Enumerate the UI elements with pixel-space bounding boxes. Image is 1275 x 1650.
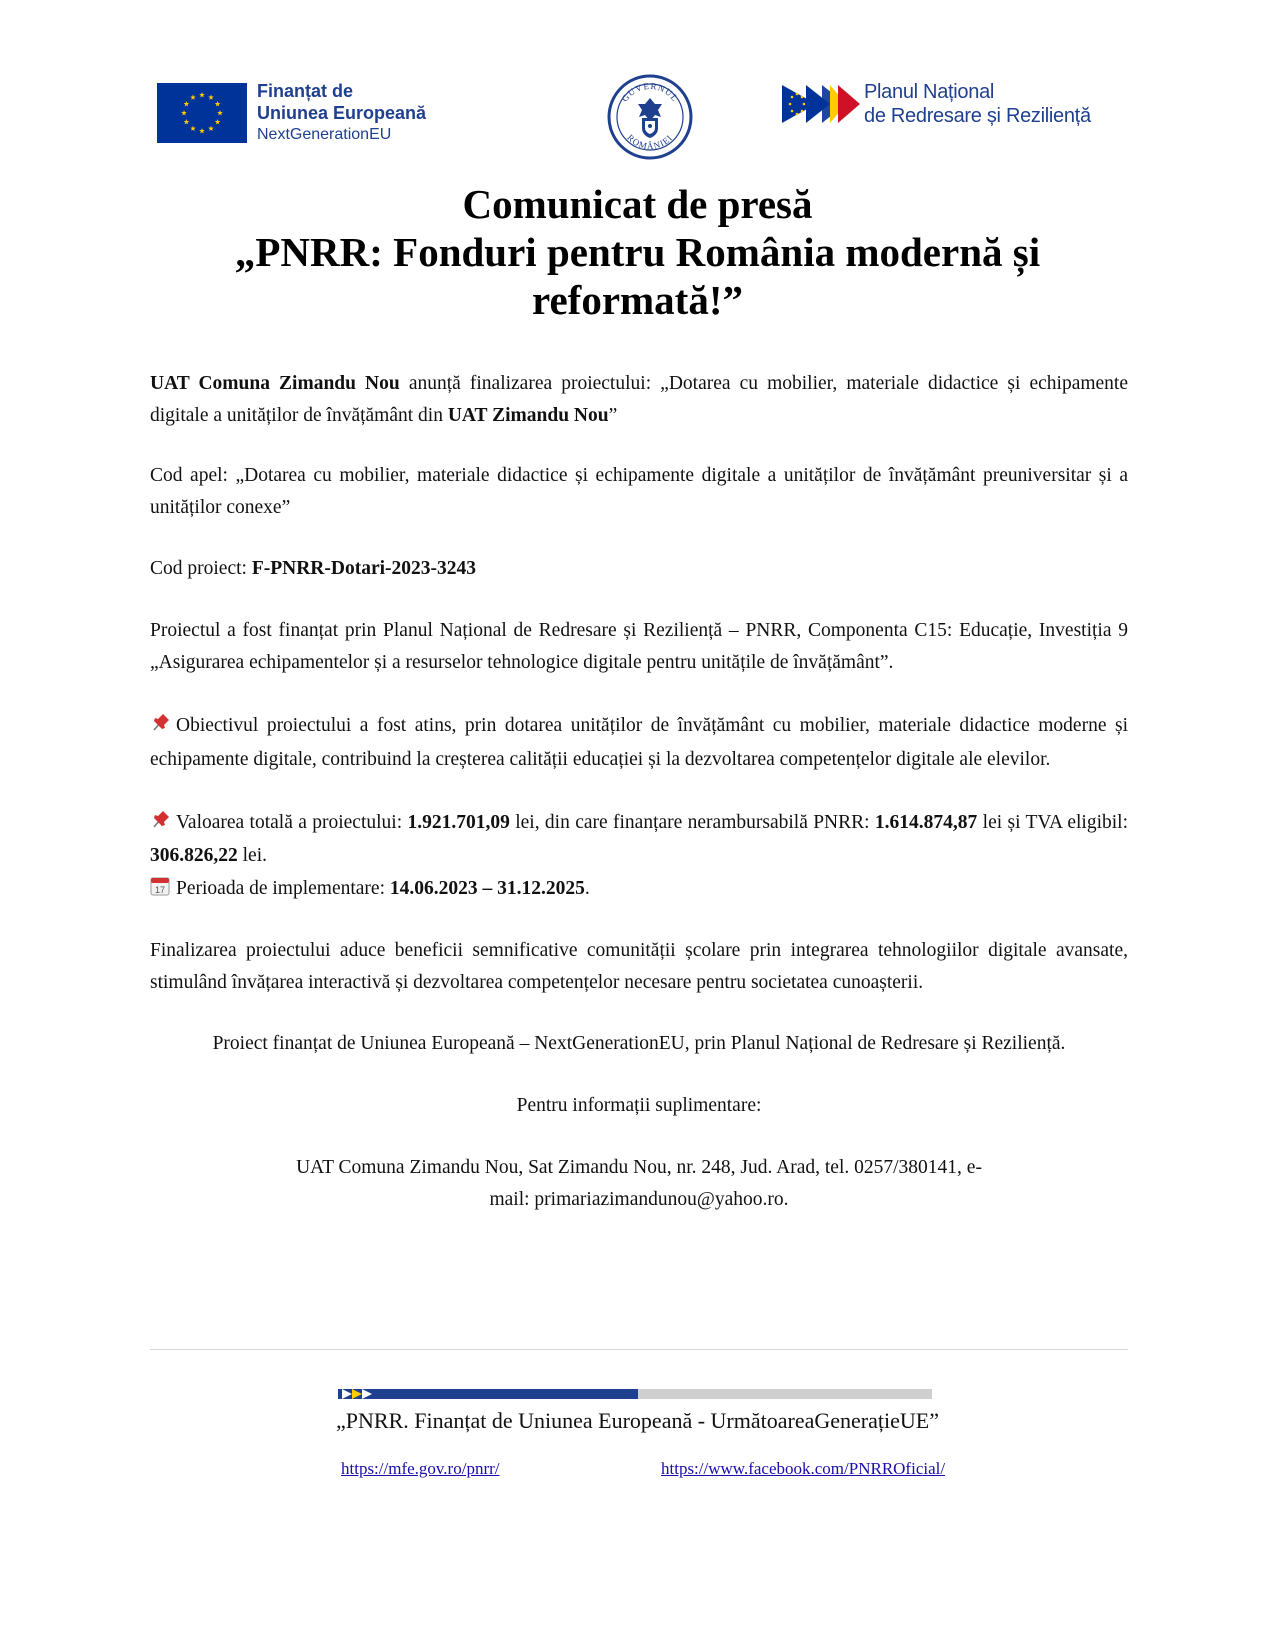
government-seal-icon [607, 74, 693, 160]
cod-proiect-paragraph [150, 553, 1128, 585]
finantare-paragraph [150, 615, 1128, 679]
footer-divider [150, 1349, 1128, 1350]
contact-line1: UAT Comuna Zimandu Nou, Sat Zimandu Nou, nr. 248, Jud. Arad, tel. 0257/380141, e- [296, 1157, 982, 1178]
eu-logo-line3: NextGenerationEU [257, 126, 392, 143]
eu-flag-icon [157, 83, 247, 143]
seal-top-text: GUVERNUL [619, 80, 681, 104]
cod-proiect-label: Cod proiect: [150, 558, 252, 579]
title-line3: reformată!” [532, 277, 743, 323]
svg-text:17: 17 [154, 885, 166, 895]
obiectiv-text: Obiectivul proiectului a fost atins, prin dotarea unităților de învățământ cu mobilier, materiale didactice moderne și echipamente digitale, contribuind la creșterea calității educației și la dezvoltarea competențelor digitale ale elevilor. [150, 715, 1128, 770]
perioada-end: . [584, 878, 590, 899]
pnrr-logo [782, 80, 1091, 128]
valoare-t2: lei, din care finanțare nerambursabilă PNRR: [509, 812, 875, 833]
intro-paragraph [150, 368, 1128, 432]
pnrr-arrows-icon [782, 81, 862, 127]
contact-paragraph [150, 1152, 1128, 1216]
pushpin-icon [150, 810, 170, 830]
valoare-tva: 306.826,22 [150, 845, 238, 866]
valoare-paragraph [150, 806, 1128, 905]
intro-end: ” [608, 405, 618, 426]
pnrr-website-link[interactable]: https://mfe.gov.ro/pnrr/ [341, 1459, 500, 1478]
eu-logo-line2: Uniunea Europeană [257, 103, 427, 123]
beneficii-paragraph [150, 935, 1128, 999]
pnrr-facebook-link[interactable]: https://www.facebook.com/PNRROficial/ [661, 1459, 946, 1478]
intro-bold-uat2: UAT Zimandu Nou [447, 405, 609, 426]
pushpin-icon [150, 713, 170, 733]
finantare-text: Proiectul a fost finanțat prin Planul Național de Redresare și Reziliență – PNRR, Componenta C15: Educație, Investiția 9 „Asigurarea echipamentelor și a resurselor tehnologice digitale pentru unitățile de învățământ”. [150, 620, 1128, 673]
perioada-label: Perioada de implementare: [176, 878, 390, 899]
valoare-t4: lei. [237, 845, 267, 866]
pnrr-logo-line2: de Redresare și Reziliență [864, 105, 1091, 127]
seal-bottom-text: ROMÂNIEI [625, 132, 675, 152]
intro-bold-uat: UAT Comuna Zimandu Nou [150, 373, 400, 394]
eu-logo-line1: Finanțat de [257, 81, 354, 101]
calendar-icon [150, 876, 170, 896]
valoare-t3: lei și TVA eligibil: [977, 812, 1128, 833]
pnrr-footer-bar-icon [338, 1389, 932, 1399]
perioada-value: 14.06.2023 – 31.12.2025 [389, 878, 585, 899]
title-line2: „PNRR: Fonduri pentru România modernă și [234, 229, 1041, 275]
eu-funding-logo [157, 80, 426, 146]
pnrr-logo-line1: Planul Național [864, 81, 995, 103]
obiectiv-paragraph [150, 709, 1128, 777]
info-label-text: Pentru informații suplimentare: [516, 1095, 762, 1116]
contact-line2: mail: primariazimandunou@yahoo.ro. [489, 1189, 789, 1210]
intro-text: anunță finalizarea proiectului: „Dotarea cu mobilier, materiale didactice și echipamente digitale a unităților de învățământ din [150, 373, 1128, 426]
proiect-finantat-text: Proiect finanțat de Uniunea Europeană – NextGenerationEU, prin Planul Național de Redresare și Reziliență. [212, 1033, 1066, 1054]
cod-apel-text: Cod apel: „Dotarea cu mobilier, materiale didactice și echipamente digitale a unităților de învățământ preuniversitar și a unităților conexe” [150, 465, 1128, 518]
cod-proiect-value: F-PNRR-Dotari-2023-3243 [251, 558, 477, 579]
proiect-finantat-paragraph [150, 1028, 1128, 1060]
info-label-paragraph [150, 1090, 1128, 1122]
header-logos [0, 74, 1275, 158]
cod-apel-paragraph [150, 460, 1128, 524]
valoare-nerambursabil: 1.614.874,87 [874, 812, 978, 833]
title-line1: Comunicat de presă [462, 181, 813, 227]
beneficii-text: Finalizarea proiectului aduce beneficii semnificative comunității școlare prin integrarea tehnologiilor digitale avansate, stimulând învățarea interactivă și dezvoltarea competențelor necesare pentru societatea cunoașterii. [150, 940, 1128, 993]
valoare-total: 1.921.701,09 [407, 812, 510, 833]
valoare-t1: Valoarea totală a proiectului: [176, 812, 408, 833]
footer-slogan: „PNRR. Finanțat de Uniunea Europeană - UrmătoareaGenerațieUE” [336, 1408, 939, 1433]
page-title [150, 180, 1125, 324]
